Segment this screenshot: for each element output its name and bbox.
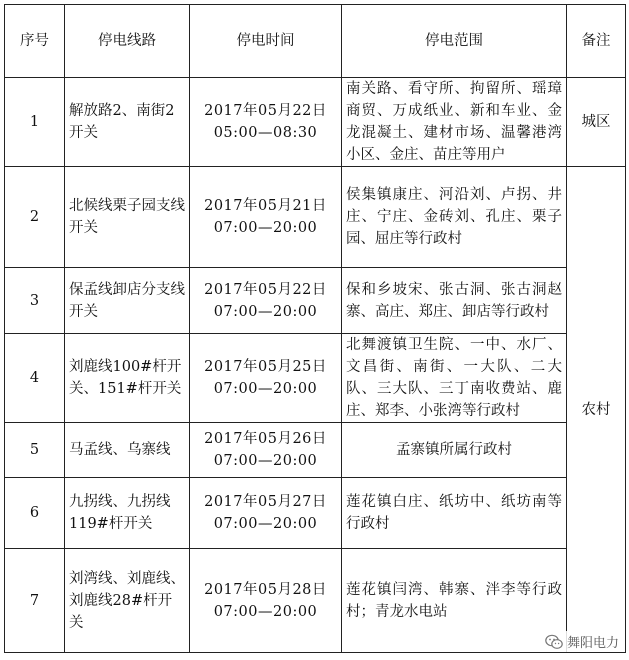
header-no: 序号 [5, 5, 65, 78]
row-time [190, 549, 342, 653]
table-row [5, 268, 626, 334]
row-line: 保孟线卸店分支线开关 [65, 268, 190, 334]
row-scope: 孟寨镇所属行政村 [342, 423, 567, 478]
row-time [190, 478, 342, 549]
table-row [5, 334, 626, 423]
row-date: 2017年05月25日 [204, 359, 327, 375]
row-no: 6 [5, 478, 65, 549]
row-time [190, 78, 342, 167]
note-urban: 城区 [567, 78, 626, 167]
header-row [5, 5, 626, 78]
row-no: 7 [5, 549, 65, 653]
row-hours: 05:00—08:30 [213, 125, 318, 141]
row-date: 2017年05月22日 [204, 281, 327, 298]
row-scope: 侯集镇康庄、河沿刘、卢拐、井庄、宁庄、金砖刘、孔庄、栗子园、屈庄等行政村 [342, 167, 567, 268]
header-scope: 停电范围 [342, 5, 567, 78]
wechat-icon [545, 634, 563, 650]
row-line: 解放路2、南街2开关 [65, 78, 190, 167]
table-row [5, 167, 626, 268]
row-line: 刘湾线、刘鹿线、刘鹿线28#杆开关 [65, 549, 190, 653]
table-row [5, 478, 626, 549]
table-row [5, 78, 626, 167]
header-time: 停电时间 [190, 5, 342, 78]
row-scope: 莲花镇闫湾、韩寨、泮李等行政村；青龙水电站 [342, 549, 567, 653]
row-line: 九拐线、九拐线119#杆开关 [65, 478, 190, 549]
row-date: 2017年05月26日 [204, 431, 327, 447]
outage-table [4, 4, 626, 653]
header-note: 备注 [567, 5, 626, 78]
header-line: 停电线路 [65, 5, 190, 78]
row-hours: 07:00—20:00 [213, 603, 318, 620]
row-hours: 07:00—20:00 [213, 381, 318, 397]
row-date: 2017年05月22日 [204, 103, 327, 119]
row-hours: 07:00—20:00 [213, 220, 318, 236]
row-scope: 北舞渡镇卫生院、一中、水厂、文昌街、南街、一大队、二大队、三大队、三丁南收费站、鹿庄、郑李、小张湾等行政村 [342, 334, 567, 423]
row-date: 2017年05月28日 [204, 581, 327, 598]
row-time [190, 167, 342, 268]
row-no: 4 [5, 334, 65, 423]
row-time [190, 334, 342, 423]
table-row [5, 549, 626, 653]
row-time [190, 268, 342, 334]
source-watermark [543, 631, 621, 652]
row-line: 刘鹿线100#杆开关、151#杆开关 [65, 334, 190, 423]
row-scope: 莲花镇白庄、纸坊中、纸坊南等行政村 [342, 478, 567, 549]
row-scope: 南关路、看守所、拘留所、瑶璋商贸、万成纸业、新和车业、金龙混凝土、建材市场、温馨港湾小区、金庄、苗庄等用户 [342, 78, 567, 167]
row-scope: 保和乡坡宋、张古洞、张古洞赵寨、高庄、郑庄、卸店等行政村 [342, 268, 567, 334]
note-rural: 农村 [567, 167, 626, 653]
row-line: 北候线栗子园支线开关 [65, 167, 190, 268]
row-hours: 07:00—20:00 [213, 303, 318, 320]
row-hours: 07:00—20:00 [213, 453, 318, 469]
row-date: 2017年05月21日 [204, 198, 327, 214]
watermark-text: 舞阳电力 [566, 636, 619, 651]
row-no: 3 [5, 268, 65, 334]
table-row [5, 423, 626, 478]
row-no: 2 [5, 167, 65, 268]
row-hours: 07:00—20:00 [213, 516, 318, 532]
row-no: 5 [5, 423, 65, 478]
row-time [190, 423, 342, 478]
row-date: 2017年05月27日 [204, 494, 327, 510]
row-no: 1 [5, 78, 65, 167]
row-line: 马孟线、乌寨线 [65, 423, 190, 478]
